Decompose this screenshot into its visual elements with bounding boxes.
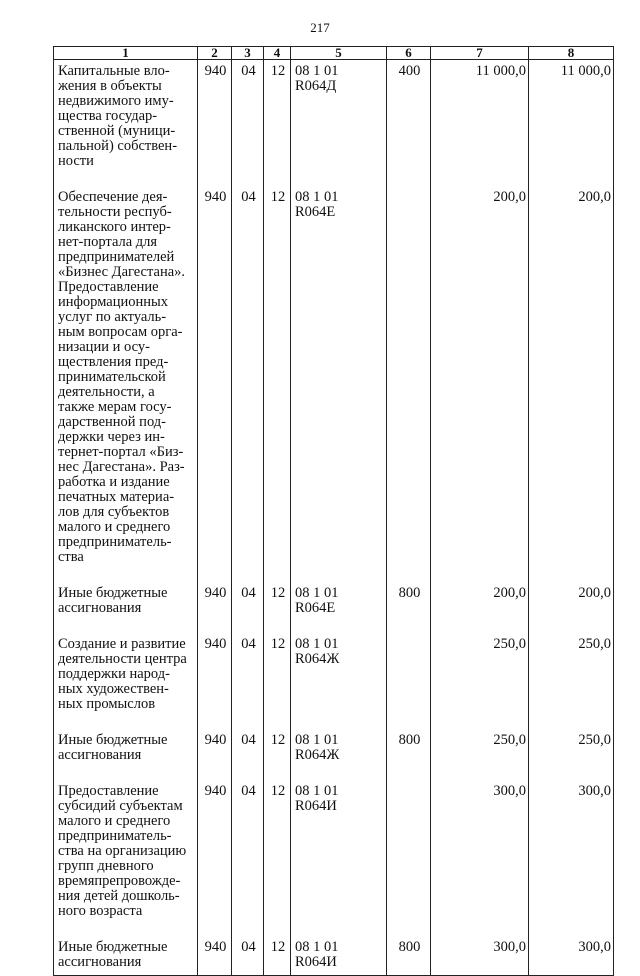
expense-type-code — [387, 777, 431, 933]
ministry-code: 940 — [198, 183, 232, 579]
column-header-1: 1 — [54, 47, 198, 60]
amount-col8: 250,0 — [529, 726, 614, 777]
section-code: 04 — [232, 579, 264, 630]
table-row — [54, 579, 614, 630]
column-header-8: 8 — [529, 47, 614, 60]
ministry-code: 940 — [198, 60, 232, 184]
table-row — [54, 630, 614, 726]
section-code: 04 — [232, 183, 264, 579]
column-header-3: 3 — [232, 47, 264, 60]
subsection-code: 12 — [264, 933, 291, 976]
table-row — [54, 777, 614, 933]
column-header-2: 2 — [198, 47, 232, 60]
ministry-code: 940 — [198, 579, 232, 630]
amount-col8: 200,0 — [529, 579, 614, 630]
section-code: 04 — [232, 933, 264, 976]
table-row — [54, 183, 614, 579]
page-number: 217 — [310, 20, 330, 35]
row-name: Иные бюджетные ассигнования — [54, 579, 198, 630]
target-article-code: 08 1 01 R064И — [291, 933, 387, 976]
column-header-6: 6 — [387, 47, 431, 60]
column-header-5: 5 — [291, 47, 387, 60]
amount-col8: 250,0 — [529, 630, 614, 726]
section-code: 04 — [232, 726, 264, 777]
expense-type-code: 800 — [387, 726, 431, 777]
amount-col7: 250,0 — [431, 630, 529, 726]
amount-col8: 300,0 — [529, 777, 614, 933]
amount-col7: 300,0 — [431, 933, 529, 976]
column-header-4: 4 — [264, 47, 291, 60]
amount-col7: 300,0 — [431, 777, 529, 933]
row-name: Иные бюджетные ассигнования — [54, 933, 198, 976]
amount-col7: 11 000,0 — [431, 60, 529, 184]
row-name: Обеспечение дея- тельности респуб- ликанского интер- нет-портала для предпринимателей «Бизнес Дагестана». Предоставление информационных услуг по актуаль- ным вопросам орга- низации и осу- ществления пред- принимательской деятельности, а также мерам госу- дарственной под- держки через ин- тернет-портал «Биз- нес Дагестана». Раз- работка и издание печатных материа- лов для субъектов малого и среднего предприниматель- ства — [54, 183, 198, 579]
target-article-code: 08 1 01 R064Ж — [291, 630, 387, 726]
ministry-code: 940 — [198, 630, 232, 726]
row-name: Создание и развитие деятельности центра поддержки народ- ных художествен- ных промыслов — [54, 630, 198, 726]
table-row — [54, 933, 614, 976]
table-row — [54, 60, 614, 184]
subsection-code: 12 — [264, 726, 291, 777]
budget-table — [53, 46, 614, 976]
amount-col8: 300,0 — [529, 933, 614, 976]
row-name: Капитальные вло- жения в объекты недвижимого иму- щества государ- ственной (муници- пальной) собствен- ности — [54, 60, 198, 184]
column-header-7: 7 — [431, 47, 529, 60]
table-row — [54, 726, 614, 777]
expense-type-code — [387, 183, 431, 579]
target-article-code: 08 1 01 R064Е — [291, 183, 387, 579]
subsection-code: 12 — [264, 579, 291, 630]
amount-col8: 11 000,0 — [529, 60, 614, 184]
expense-type-code: 800 — [387, 933, 431, 976]
expense-type-code: 800 — [387, 579, 431, 630]
row-name: Предоставление субсидий субъектам малого и среднего предприниматель- ства на организацию групп дневного времяпрепровожде- ния детей дошколь- ного возраста — [54, 777, 198, 933]
ministry-code: 940 — [198, 777, 232, 933]
section-code: 04 — [232, 630, 264, 726]
section-code: 04 — [232, 777, 264, 933]
amount-col7: 200,0 — [431, 183, 529, 579]
target-article-code: 08 1 01 R064Д — [291, 60, 387, 184]
target-article-code: 08 1 01 R064Ж — [291, 726, 387, 777]
subsection-code: 12 — [264, 630, 291, 726]
subsection-code: 12 — [264, 183, 291, 579]
subsection-code: 12 — [264, 777, 291, 933]
expense-type-code — [387, 630, 431, 726]
ministry-code: 940 — [198, 933, 232, 976]
subsection-code: 12 — [264, 60, 291, 184]
target-article-code: 08 1 01 R064И — [291, 777, 387, 933]
expense-type-code: 400 — [387, 60, 431, 184]
amount-col7: 200,0 — [431, 579, 529, 630]
header-row — [54, 47, 614, 60]
row-name: Иные бюджетные ассигнования — [54, 726, 198, 777]
amount-col7: 250,0 — [431, 726, 529, 777]
target-article-code: 08 1 01 R064Е — [291, 579, 387, 630]
section-code: 04 — [232, 60, 264, 184]
ministry-code: 940 — [198, 726, 232, 777]
amount-col8: 200,0 — [529, 183, 614, 579]
